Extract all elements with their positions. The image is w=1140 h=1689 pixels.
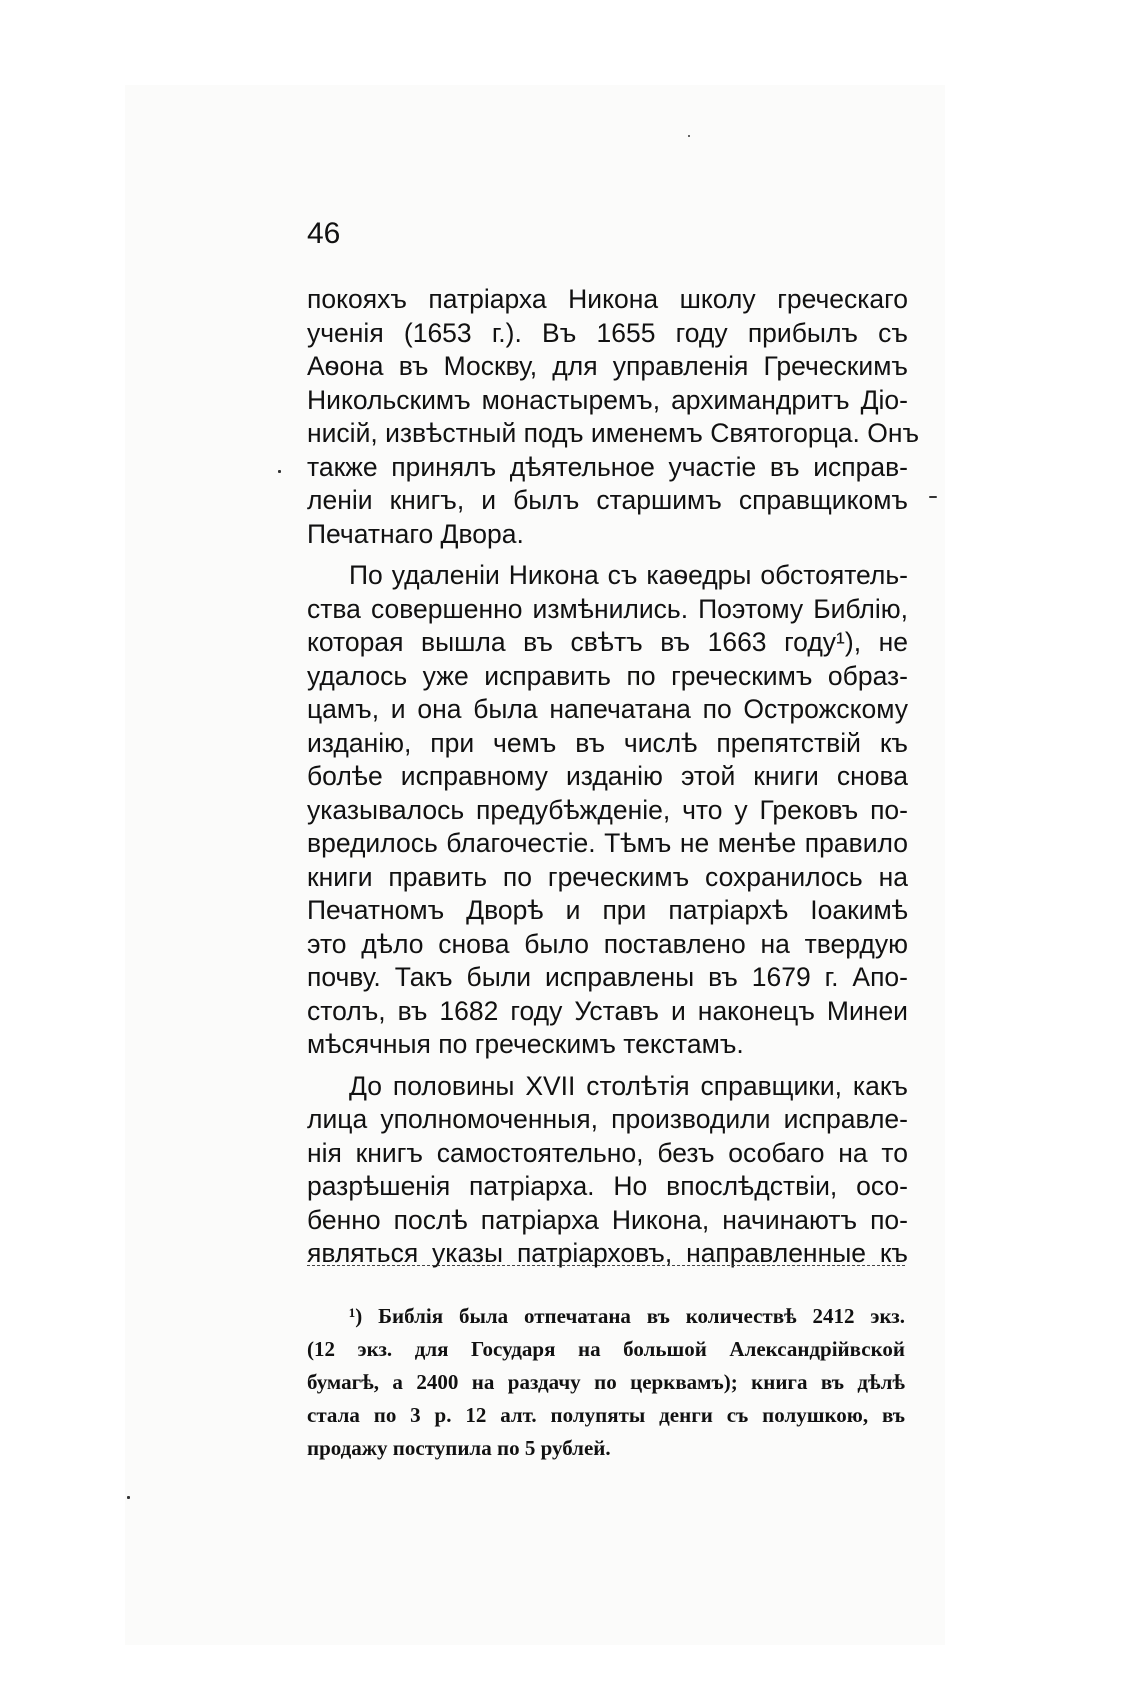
text-line: Печатномъ Дворѣ и при патріархѣ Іоакимѣ bbox=[307, 895, 908, 925]
footnote-line: продажу поступила по 5 рублей. bbox=[307, 1436, 611, 1460]
text-line: По удаленіи Никона съ каѳедры обстоятель- bbox=[349, 560, 908, 590]
text-line: разрѣшенія патріарха. Но впослѣдствіи, осо- bbox=[307, 1171, 908, 1201]
text-line: ученія (1653 г.). Въ 1655 году прибылъ съ bbox=[307, 317, 908, 348]
text-line: также принялъ дѣятельное участіе въ исправ- bbox=[307, 451, 908, 482]
text-line: удалось уже исправить по греческимъ образ- bbox=[307, 660, 908, 691]
text-line: указывалось предубѣжденіе, что у Грековъ по- bbox=[307, 794, 908, 825]
footnote-line: (12 экз. для Государя на большой Александрійвской bbox=[307, 1337, 905, 1361]
page-number: 46 bbox=[307, 217, 341, 250]
text-line: это дѣло снова было поставлено на твердую bbox=[307, 928, 908, 959]
main-text bbox=[307, 283, 920, 1271]
text-line: цамъ, и она была напечатана по Острожскому bbox=[307, 694, 908, 724]
text-line: столъ, въ 1682 году Уставъ и наконецъ Минеи bbox=[307, 995, 908, 1026]
footnote-line: бумагѣ, а 2400 на раздачу по церквамъ); книга въ дѣлѣ bbox=[307, 1370, 905, 1394]
paragraph-1 bbox=[307, 283, 920, 551]
text-line: являться указы патріарховъ, направленные къ bbox=[307, 1238, 908, 1268]
text-line: покояхъ патріарха Никона школу греческаго bbox=[307, 284, 908, 314]
text-line: лица уполномоченныя, производили исправле- bbox=[307, 1104, 908, 1134]
text-line: почву. Такъ были исправлены въ 1679 г. Апо- bbox=[307, 962, 908, 992]
scan-speck bbox=[929, 496, 937, 498]
scan-speck bbox=[688, 135, 690, 137]
text-line: ства совершенно измѣнились. Поэтому Библію, bbox=[307, 593, 908, 624]
footnote-line: стала по 3 р. 12 алт. полупяты денги съ полушкою, въ bbox=[307, 1403, 905, 1427]
footnote bbox=[307, 1300, 905, 1465]
text-line: изданію, при чемъ въ числѣ препятствій къ bbox=[307, 727, 908, 758]
text-line: Никольскимъ монастыремъ, архимандритъ Діо- bbox=[307, 384, 908, 415]
paragraph-3 bbox=[307, 1070, 908, 1271]
scan-speck bbox=[278, 470, 281, 473]
text-line: которая вышла въ свѣтъ въ 1663 году¹), не bbox=[307, 627, 908, 657]
paragraph-2 bbox=[307, 559, 908, 1062]
text-line: нисій, извѣстный подъ именемъ Святогорца. Онъ bbox=[307, 418, 920, 448]
text-line: бенно послѣ патріарха Никона, начинаютъ по- bbox=[307, 1204, 908, 1235]
text-line: болѣе исправному изданію этой книги снова bbox=[307, 761, 908, 791]
text-line: книги править по греческимъ сохранилось на bbox=[307, 861, 908, 892]
scan-speck bbox=[127, 1496, 130, 1499]
text-line: мѣсячныя по греческимъ текстамъ. bbox=[307, 1029, 744, 1059]
text-line: леніи книгъ, и былъ старшимъ справщикомъ bbox=[307, 485, 908, 515]
footnote-separator bbox=[307, 1265, 905, 1266]
text-line: нія книгъ самостоятельно, безъ особаго на то bbox=[307, 1137, 908, 1168]
footnote-line: ¹) Библія была отпечатана въ количествѣ 2412 экз. bbox=[349, 1304, 905, 1328]
text-line: До половины XVII столѣтія справщики, какъ bbox=[349, 1070, 908, 1101]
text-line: Печатнаго Двора. bbox=[307, 518, 524, 549]
text-line: вредилось благочестіе. Тѣмъ не менѣе правило bbox=[307, 828, 908, 858]
text-line: Аѳона въ Москву, для управленія Греческимъ bbox=[307, 351, 908, 381]
